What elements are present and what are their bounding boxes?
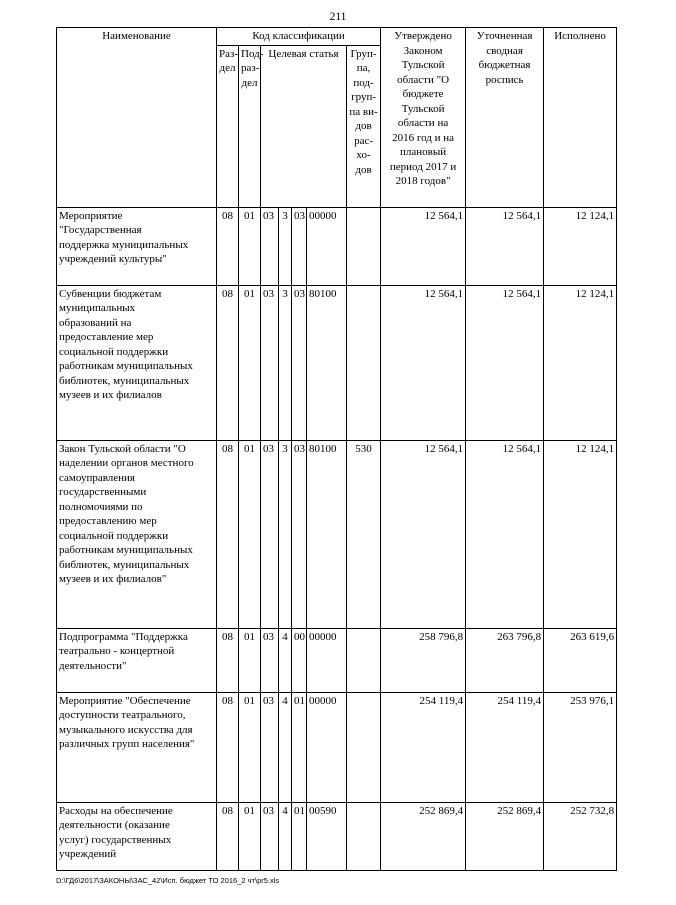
page-number: 211 [329, 11, 347, 23]
col-header-expense-group: Груп- па, под- груп- па ви- дов рас- хо- дов [347, 45, 381, 207]
row-approved: 254 119,4 [381, 692, 466, 802]
row-name: Подпрограмма "Поддержка театрально - концертной деятельности" [57, 628, 217, 692]
row-executed: 263 619,6 [544, 628, 617, 692]
row-razdel: 08 [217, 440, 239, 628]
row-target-part-1: 03 [261, 692, 279, 802]
row-approved: 12 564,1 [381, 207, 466, 285]
row-target-part-1: 03 [261, 440, 279, 628]
row-revised: 12 564,1 [466, 207, 544, 285]
row-razdel: 08 [217, 285, 239, 440]
row-podrazdel: 01 [239, 802, 261, 870]
row-executed: 252 732,8 [544, 802, 617, 870]
row-target-part-3: 03 [292, 285, 307, 440]
row-podrazdel: 01 [239, 692, 261, 802]
row-expense-group [347, 285, 381, 440]
row-name: Субвенции бюджетам муниципальных образований на предоставление мер социальной поддержки работникам муниципальных библиотек, муниципальных музеев и их филиалов [57, 285, 217, 440]
row-target-part-1: 03 [261, 802, 279, 870]
row-target-part-2: 4 [279, 628, 292, 692]
row-razdel: 08 [217, 802, 239, 870]
header-row-1 [57, 28, 617, 46]
table-row [57, 207, 617, 285]
row-executed: 253 976,1 [544, 692, 617, 802]
row-executed: 12 124,1 [544, 207, 617, 285]
row-expense-group [347, 207, 381, 285]
row-target-part-2: 4 [279, 802, 292, 870]
table-row [57, 440, 617, 628]
row-target-part-4: 00000 [307, 692, 347, 802]
row-approved: 12 564,1 [381, 440, 466, 628]
row-target-part-4: 00000 [307, 628, 347, 692]
row-target-part-2: 4 [279, 692, 292, 802]
file-path-footer: D:\ГД6\2017\ЗАКОНЫ\ЗАС_42\Исп. бюджет ТО 2016_2 чт\pr5.xls [56, 876, 280, 885]
col-header-approved: Утверждено Законом Тульской области "О бюджете Тульской области на 2016 год и на плановый период 2017 и 2018 годов" [381, 28, 466, 208]
row-target-part-4: 80100 [307, 285, 347, 440]
table-row [57, 692, 617, 802]
table-row [57, 628, 617, 692]
row-executed: 12 124,1 [544, 285, 617, 440]
row-revised: 263 796,8 [466, 628, 544, 692]
row-approved: 12 564,1 [381, 285, 466, 440]
budget-execution-table [56, 27, 617, 871]
col-header-target-article: Целевая статья [261, 45, 347, 207]
row-target-part-4: 80100 [307, 440, 347, 628]
row-name: Мероприятие "Обеспечение доступности театрального, музыкального искусства для различных групп населения" [57, 692, 217, 802]
table-row [57, 285, 617, 440]
row-expense-group [347, 628, 381, 692]
row-revised: 254 119,4 [466, 692, 544, 802]
row-approved: 252 869,4 [381, 802, 466, 870]
row-target-part-2: 3 [279, 207, 292, 285]
row-approved: 258 796,8 [381, 628, 466, 692]
col-header-name: Наименование [57, 28, 217, 208]
row-target-part-2: 3 [279, 285, 292, 440]
row-revised: 12 564,1 [466, 285, 544, 440]
col-header-razdel: Раз- дел [217, 45, 239, 207]
row-target-part-1: 03 [261, 628, 279, 692]
row-expense-group [347, 692, 381, 802]
row-podrazdel: 01 [239, 440, 261, 628]
row-expense-group [347, 802, 381, 870]
row-target-part-3: 03 [292, 440, 307, 628]
col-header-executed: Исполнено [544, 28, 617, 208]
row-revised: 12 564,1 [466, 440, 544, 628]
row-target-part-4: 00590 [307, 802, 347, 870]
row-podrazdel: 01 [239, 207, 261, 285]
row-target-part-3: 01 [292, 692, 307, 802]
row-expense-group: 530 [347, 440, 381, 628]
row-podrazdel: 01 [239, 628, 261, 692]
table-row [57, 802, 617, 870]
row-podrazdel: 01 [239, 285, 261, 440]
row-razdel: 08 [217, 628, 239, 692]
row-target-part-1: 03 [261, 207, 279, 285]
row-name: Закон Тульской области "О наделении органов местного самоуправления государственными полномочиями по предоставлению мер социальной поддержки работникам муниципальных библиотек, муниципальных музеев и их филиалов" [57, 440, 217, 628]
col-header-podrazdel: Под- раз- дел [239, 45, 261, 207]
row-target-part-3: 01 [292, 802, 307, 870]
row-target-part-3: 03 [292, 207, 307, 285]
row-name: Мероприятие "Государственная поддержка муниципальных учреждений культуры" [57, 207, 217, 285]
row-target-part-4: 00000 [307, 207, 347, 285]
col-header-code-classification: Код классификации [217, 28, 381, 46]
row-executed: 12 124,1 [544, 440, 617, 628]
col-header-revised: Уточненная сводная бюджетная роспись [466, 28, 544, 208]
row-target-part-2: 3 [279, 440, 292, 628]
row-target-part-3: 00 [292, 628, 307, 692]
row-razdel: 08 [217, 207, 239, 285]
row-target-part-1: 03 [261, 285, 279, 440]
row-razdel: 08 [217, 692, 239, 802]
row-revised: 252 869,4 [466, 802, 544, 870]
row-name: Расходы на обеспечение деятельности (оказание услуг) государственных учреждений [57, 802, 217, 870]
